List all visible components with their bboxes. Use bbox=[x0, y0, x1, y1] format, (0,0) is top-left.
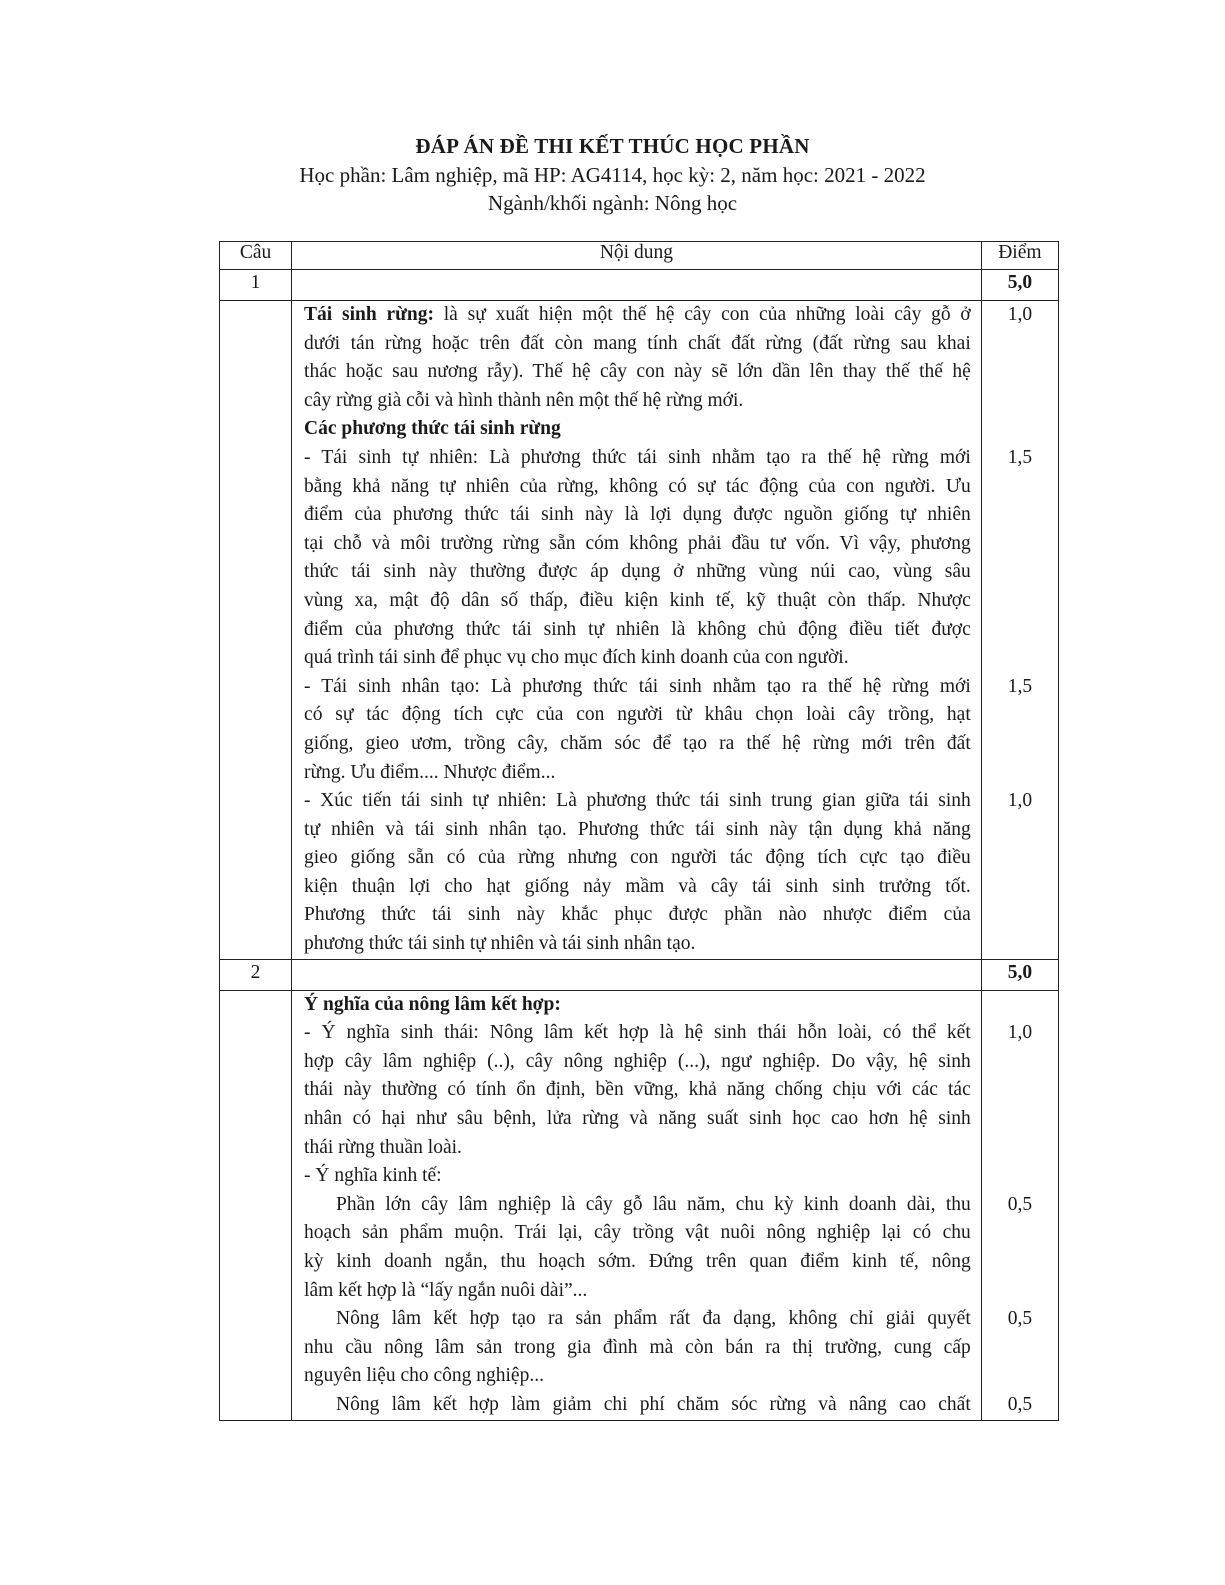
q2-p4-line1: Nông lâm kết hợp làm giảm chi phí chăm sóc rừng và nâng cao chất bbox=[336, 1393, 971, 1415]
q2-p2-line1: Phần lớn cây lâm nghiệp là cây gỗ lâu năm, chu kỳ kinh doanh dài, thu bbox=[336, 1193, 971, 1215]
question-2-total: 5,0 bbox=[981, 959, 1058, 990]
q1-p4-line4: kiện thuận lợi cho hạt giống nảy mầm và cây tái sinh sinh trưởng tốt. bbox=[304, 875, 971, 897]
q1-p3-line1: - Tái sinh nhân tạo: Là phương thức tái sinh nhằm tạo ra thế hệ rừng mới bbox=[304, 675, 971, 697]
q2-heading: Ý nghĩa của nông lâm kết hợp: bbox=[304, 993, 561, 1015]
question-1-content-row bbox=[220, 301, 1059, 960]
question-2-empty-cell bbox=[220, 990, 292, 1420]
course-info: Học phần: Lâm nghiệp, mã HP: AG4114, học kỳ: 2, năm học: 2021 - 2022 bbox=[299, 163, 926, 187]
q2-p3-line3: nguyên liệu cho công nghiệp... bbox=[304, 1365, 544, 1387]
q2-p2-line3: kỳ kinh doanh ngắn, thu hoạch sớm. Đứng trên quan điểm kinh tế, nông bbox=[304, 1251, 971, 1272]
q1-p4-line2: tự nhiên và tái sinh nhân tạo. Phương thức tái sinh này tận dụng khả năng bbox=[304, 818, 971, 840]
q1-p1-line2: dưới tán rừng hoặc trên đất còn mang tính chất đất rừng (đất rừng sau khai bbox=[304, 332, 971, 354]
q2-p2-score: 0,5 bbox=[1007, 1193, 1033, 1215]
question-2-content-row bbox=[220, 990, 1059, 1420]
q1-p2-line6: vùng xa, mật độ dân số thấp, điều kiện kinh tế, kỹ thuật còn thấp. Nhược bbox=[304, 589, 971, 611]
q1-p4-line1: - Xúc tiến tái sinh tự nhiên: Là phương thức tái sinh trung gian giữa tái sinh bbox=[304, 790, 971, 812]
q2-p1-line3: thái này thường có tính ổn định, bền vững, khả năng chống chịu với các tác bbox=[304, 1079, 971, 1101]
q1-p3-line4: rừng. Ưu điểm.... Nhược điểm... bbox=[304, 761, 556, 783]
question-1-title-cell bbox=[292, 270, 982, 301]
q1-p1-score: 1,0 bbox=[1007, 304, 1033, 325]
q1-p2-line3: điểm của phương thức tái sinh này là lợi dụng được nguồn giống tự nhiên bbox=[304, 504, 971, 526]
q1-p3-score: 1,5 bbox=[1007, 675, 1033, 697]
question-2-title-cell bbox=[292, 959, 982, 990]
question-1-scores bbox=[981, 301, 1058, 960]
q1-p3-line3: giống, gieo ươm, trồng cây, chăm sóc để tạo ra thế hệ rừng mới trên đất bbox=[304, 732, 971, 754]
q1-p4-line5: Phương thức tái sinh này khắc phục được phần nào nhược điểm của bbox=[304, 904, 971, 926]
q2-p3-line2: nhu cầu nông lâm sản trong gia đình mà còn bán ra thị trường, cung cấp bbox=[304, 1336, 971, 1358]
q2-p3-score: 0,5 bbox=[1007, 1308, 1033, 1330]
question-1-number: 1 bbox=[220, 270, 292, 301]
major-info: Ngành/khối ngành: Nông học bbox=[487, 191, 738, 215]
q1-p1-line4: cây rừng già cỗi và hình thành nên một thế hệ rừng mới. bbox=[304, 389, 744, 411]
table-header-row bbox=[220, 242, 1059, 270]
q1-p2-line5: thức tái sinh này thường được áp dụng ở những vùng núi cao, vùng sâu bbox=[304, 561, 971, 583]
q1-p3-line2: có sự tác động tích cực của con người từ khâu chọn loài cây trồng, hạt bbox=[304, 704, 971, 726]
header-diem: Điểm bbox=[981, 242, 1058, 270]
question-2-scores bbox=[981, 990, 1058, 1420]
question-2-number: 2 bbox=[220, 959, 292, 990]
q2-p4-score: 0,5 bbox=[1007, 1393, 1033, 1415]
question-1-total: 5,0 bbox=[981, 270, 1058, 301]
q1-p1-line1 bbox=[304, 301, 971, 330]
q2-p1-line2: hợp cây lâm nghiệp (..), cây nông nghiệp (...), ngư nghiệp. Do vậy, hệ sinh bbox=[304, 1050, 971, 1072]
q1-p1-text: là sự xuất hiện một thế hệ cây con của những loài cây gỗ ở bbox=[443, 304, 971, 325]
q1-p2-line1: - Tái sinh tự nhiên: Là phương thức tái sinh nhằm tạo ra thế hệ rừng mới bbox=[304, 446, 971, 468]
document-title: ĐÁP ÁN ĐỀ THI KẾT THÚC HỌC PHẦN bbox=[415, 134, 810, 158]
q1-p2-line2: bằng khả năng tự nhiên của rừng, không có sự tác động của con người. Ưu bbox=[304, 475, 971, 497]
q2-p1-score: 1,0 bbox=[1007, 1022, 1033, 1044]
q1-p1-line3: thác hoặc sau nương rẫy). Thế hệ cây con này sẽ lớn dần lên thay thế thế hệ bbox=[304, 361, 971, 383]
q2-p1-line5: thái rừng thuần loài. bbox=[304, 1136, 462, 1158]
header-noi-dung: Nội dung bbox=[292, 242, 982, 270]
question-2-content bbox=[292, 990, 982, 1420]
q2-p3-line1: Nông lâm kết hợp tạo ra sản phẩm rất đa dạng, không chỉ giải quyết bbox=[336, 1308, 971, 1330]
q1-p2-line4: tại chỗ và môi trường rừng sẵn cóm không phải đầu tư vốn. Vì vậy, phương bbox=[304, 532, 971, 554]
q1-p2-line8: quá trình tái sinh để phục vụ cho mục đích kinh doanh của con người. bbox=[304, 647, 849, 669]
q2-eco-heading: - Ý nghĩa kinh tế: bbox=[304, 1165, 442, 1187]
question-1-empty-cell bbox=[220, 301, 292, 960]
header-cau: Câu bbox=[220, 242, 292, 270]
q2-p1-line4: nhân có hại như sâu bệnh, lửa rừng và năng suất sinh học cao hơn hệ sinh bbox=[304, 1108, 971, 1130]
q1-p2-score: 1,5 bbox=[1007, 446, 1033, 468]
question-2-row bbox=[220, 959, 1059, 990]
q2-p2-line2: hoạch sản phẩm muộn. Trái lại, cây trồng vật nuôi nông nghiệp lại có chu bbox=[304, 1222, 971, 1244]
q2-p2-line4: lâm kết hợp là “lấy ngắn nuôi dài”... bbox=[304, 1279, 588, 1301]
q2-p1-line1: - Ý nghĩa sinh thái: Nông lâm kết hợp là hệ sinh thái hỗn loài, có thể kết bbox=[304, 1022, 971, 1044]
q1-p2-line7: điểm của phương thức tái sinh tự nhiên là không chủ động điều tiết được bbox=[304, 618, 971, 640]
q1-p4-line3: gieo giống sẵn có của rừng nhưng con người tác động tích cực tạo điều bbox=[304, 847, 971, 869]
answer-table bbox=[219, 241, 1059, 1421]
q1-p1-label: Tái sinh rừng: bbox=[304, 304, 434, 325]
q1-heading2: Các phương thức tái sinh rừng bbox=[304, 418, 561, 440]
q1-p4-line6: phương thức tái sinh tự nhiên và tái sinh nhân tạo. bbox=[304, 933, 696, 955]
question-1-content bbox=[292, 301, 982, 960]
q1-p4-score: 1,0 bbox=[1007, 790, 1033, 812]
question-1-row bbox=[220, 270, 1059, 301]
